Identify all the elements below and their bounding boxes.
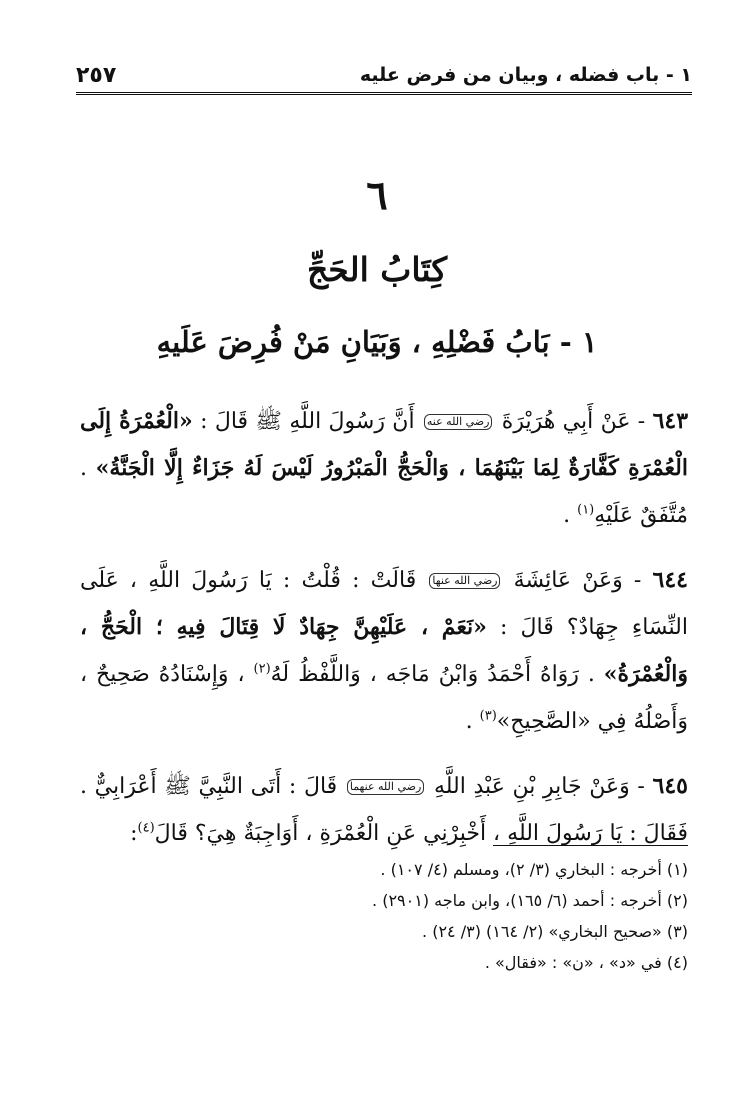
hadith-lead-continued: أَعْرَابِيٌّ . فَقَالَ : يَا رَسُولَ اللَّهِ ، أَخْبِرْنِي عَنِ الْعُمْرَةِ ، أَوَاجِبَةٌ هِيَ؟ قَالَ	[80, 774, 688, 846]
hadith-quote: «نَعَمْ ، عَلَيْهِنَّ جِهَادٌ لَا قِتَالَ فِيهِ ؛ الْحَجُّ ، وَالْعُمْرَةُ»	[80, 614, 688, 687]
hadith-narrator: وَعَنْ جَابِرِ بْنِ عَبْدِ اللَّهِ	[433, 774, 630, 799]
hadith-narrator: وَعَنْ عَائِشَةَ	[513, 568, 623, 593]
hadith-end: .	[465, 709, 473, 734]
hadith-number: ٦٤٥	[652, 773, 688, 799]
footnote-1: (١) أخرجه : البخاري (٣/ ٢)، ومسلم (٤/ ١٠٧) .	[380, 860, 688, 879]
honorific-glyph: ﷺ	[164, 774, 191, 799]
page-number: ٢٥٧	[76, 62, 117, 88]
hadith-said: قَالَ :	[200, 409, 249, 434]
hadith-645: ٦٤٥ - وَعَنْ جَابِرِ بْنِ عَبْدِ اللَّهِ رضي الله عنهما قَالَ : أَتَى النَّبِيَّ ﷺ أَعْرَابِيٌّ . فَقَالَ : يَا رَسُولَ اللَّهِ ، أَخْبِرْنِي عَنِ الْعُمْرَةِ ، أَوَاجِبَةٌ هِيَ؟ قَالَ$^{(٤)}$:	[80, 773, 688, 846]
book-title: كِتَابُ الحَجِّ	[306, 250, 448, 289]
chapter-number: ٦	[366, 172, 388, 219]
honorific-glyph: رضي الله عنه	[424, 414, 493, 430]
running-header	[76, 58, 692, 95]
hadith-quote: «الْعُمْرَةُ إِلَى الْعُمْرَةِ كَفَّارَةٌ لِمَا بَيْنَهُمَا ، وَالْحَجُّ الْمَبْرُورُ لَيْسَ لَهُ جَزَاءٌ إِلَّا الْجَنَّةُ»	[80, 408, 688, 481]
footnote-divider	[493, 845, 688, 846]
footnote-marker: (١)	[577, 502, 595, 518]
footnote-2: (٢) أخرجه : أحمد (٦/ ١٦٥)، وابن ماجه (٢٩٠١) .	[372, 891, 688, 910]
hadith-number: ٦٤٤	[652, 567, 688, 593]
hadith-number: ٦٤٣	[652, 408, 689, 434]
footnote-marker: (٣)	[479, 708, 497, 724]
footnotes	[80, 845, 688, 978]
running-title: ١ - باب فضله ، وبيان من فرض عليه	[359, 64, 692, 86]
hadith-lead: قَالَ : أَتَى النَّبِيَّ	[198, 774, 338, 799]
hadith-end: :	[130, 821, 138, 846]
hadith-source-continued: ، وَإِسْنَادُهُ صَحِيحٌ ، وَأَصْلُهُ فِي «الصَّحِيحِ»	[80, 662, 688, 734]
hadith-end: .	[563, 503, 571, 528]
section-title: ١ - بَابُ فَضْلِهِ ، وَبَيَانِ مَنْ فُرِضَ عَلَيهِ	[156, 325, 598, 359]
footnote-4: (٤) في «د» ، «ن» : «فقال» .	[484, 953, 688, 972]
hadith-lead: قَالَتْ : قُلْتُ : يَا رَسُولَ اللَّهِ ، عَلَى النِّسَاءِ جِهَادٌ؟ قَالَ :	[80, 568, 689, 640]
hadith-source: . رَوَاهُ أَحْمَدُ وَابْنُ مَاجَه ، وَاللَّفْظُ لَهُ	[270, 662, 595, 687]
honorific-glyph: ﷺ	[255, 409, 282, 434]
hadith-source: . مُتَّفَقٌ عَلَيْهِ	[80, 456, 688, 528]
hadith-narrator: عَنْ أَبِي هُرَيْرَةَ	[501, 409, 631, 434]
footnote-marker: (٢)	[253, 661, 271, 677]
footnote-marker: (٤)	[137, 820, 155, 836]
footnote-3: (٣) «صحيح البخاري» (٢/ ١٦٤) (٣/ ٢٤) .	[422, 922, 688, 941]
honorific-glyph: رضي الله عنهما	[347, 779, 424, 795]
honorific-glyph: رضي الله عنها	[429, 573, 500, 589]
hadith-body	[80, 398, 688, 875]
hadith-643: ٦٤٣ - عَنْ أَبِي هُرَيْرَةَ رضي الله عنه أَنَّ رَسُولَ اللَّهِ ﷺ قَالَ : «الْعُمْرَةُ إِلَى الْعُمْرَةِ كَفَّارَةٌ لِمَا بَيْنَهُمَا ، وَالْحَجُّ الْمَبْرُورُ لَيْسَ لَهُ جَزَاءٌ إِلَّا الْجَنَّةُ» . مُتَّفَقٌ عَلَيْهِ$^{(١)}$ .	[80, 408, 689, 528]
hadith-644: ٦٤٤ - وَعَنْ عَائِشَةَ رضي الله عنها قَالَتْ : قُلْتُ : يَا رَسُولَ اللَّهِ ، عَلَى النِّسَاءِ جِهَادٌ؟ قَالَ : «نَعَمْ ، عَلَيْهِنَّ جِهَادٌ لَا قِتَالَ فِيهِ ؛ الْحَجُّ ، وَالْعُمْرَةُ» . رَوَاهُ أَحْمَدُ وَابْنُ مَاجَه ، وَاللَّفْظُ لَهُ$^{(٢)}$ ، وَإِسْنَادُهُ صَحِيحٌ ، وَأَصْلُهُ فِي «الصَّحِيحِ»$^{(٣)}$ .	[80, 567, 689, 734]
hadith-lead: أَنَّ رَسُولَ اللَّهِ	[289, 409, 415, 434]
